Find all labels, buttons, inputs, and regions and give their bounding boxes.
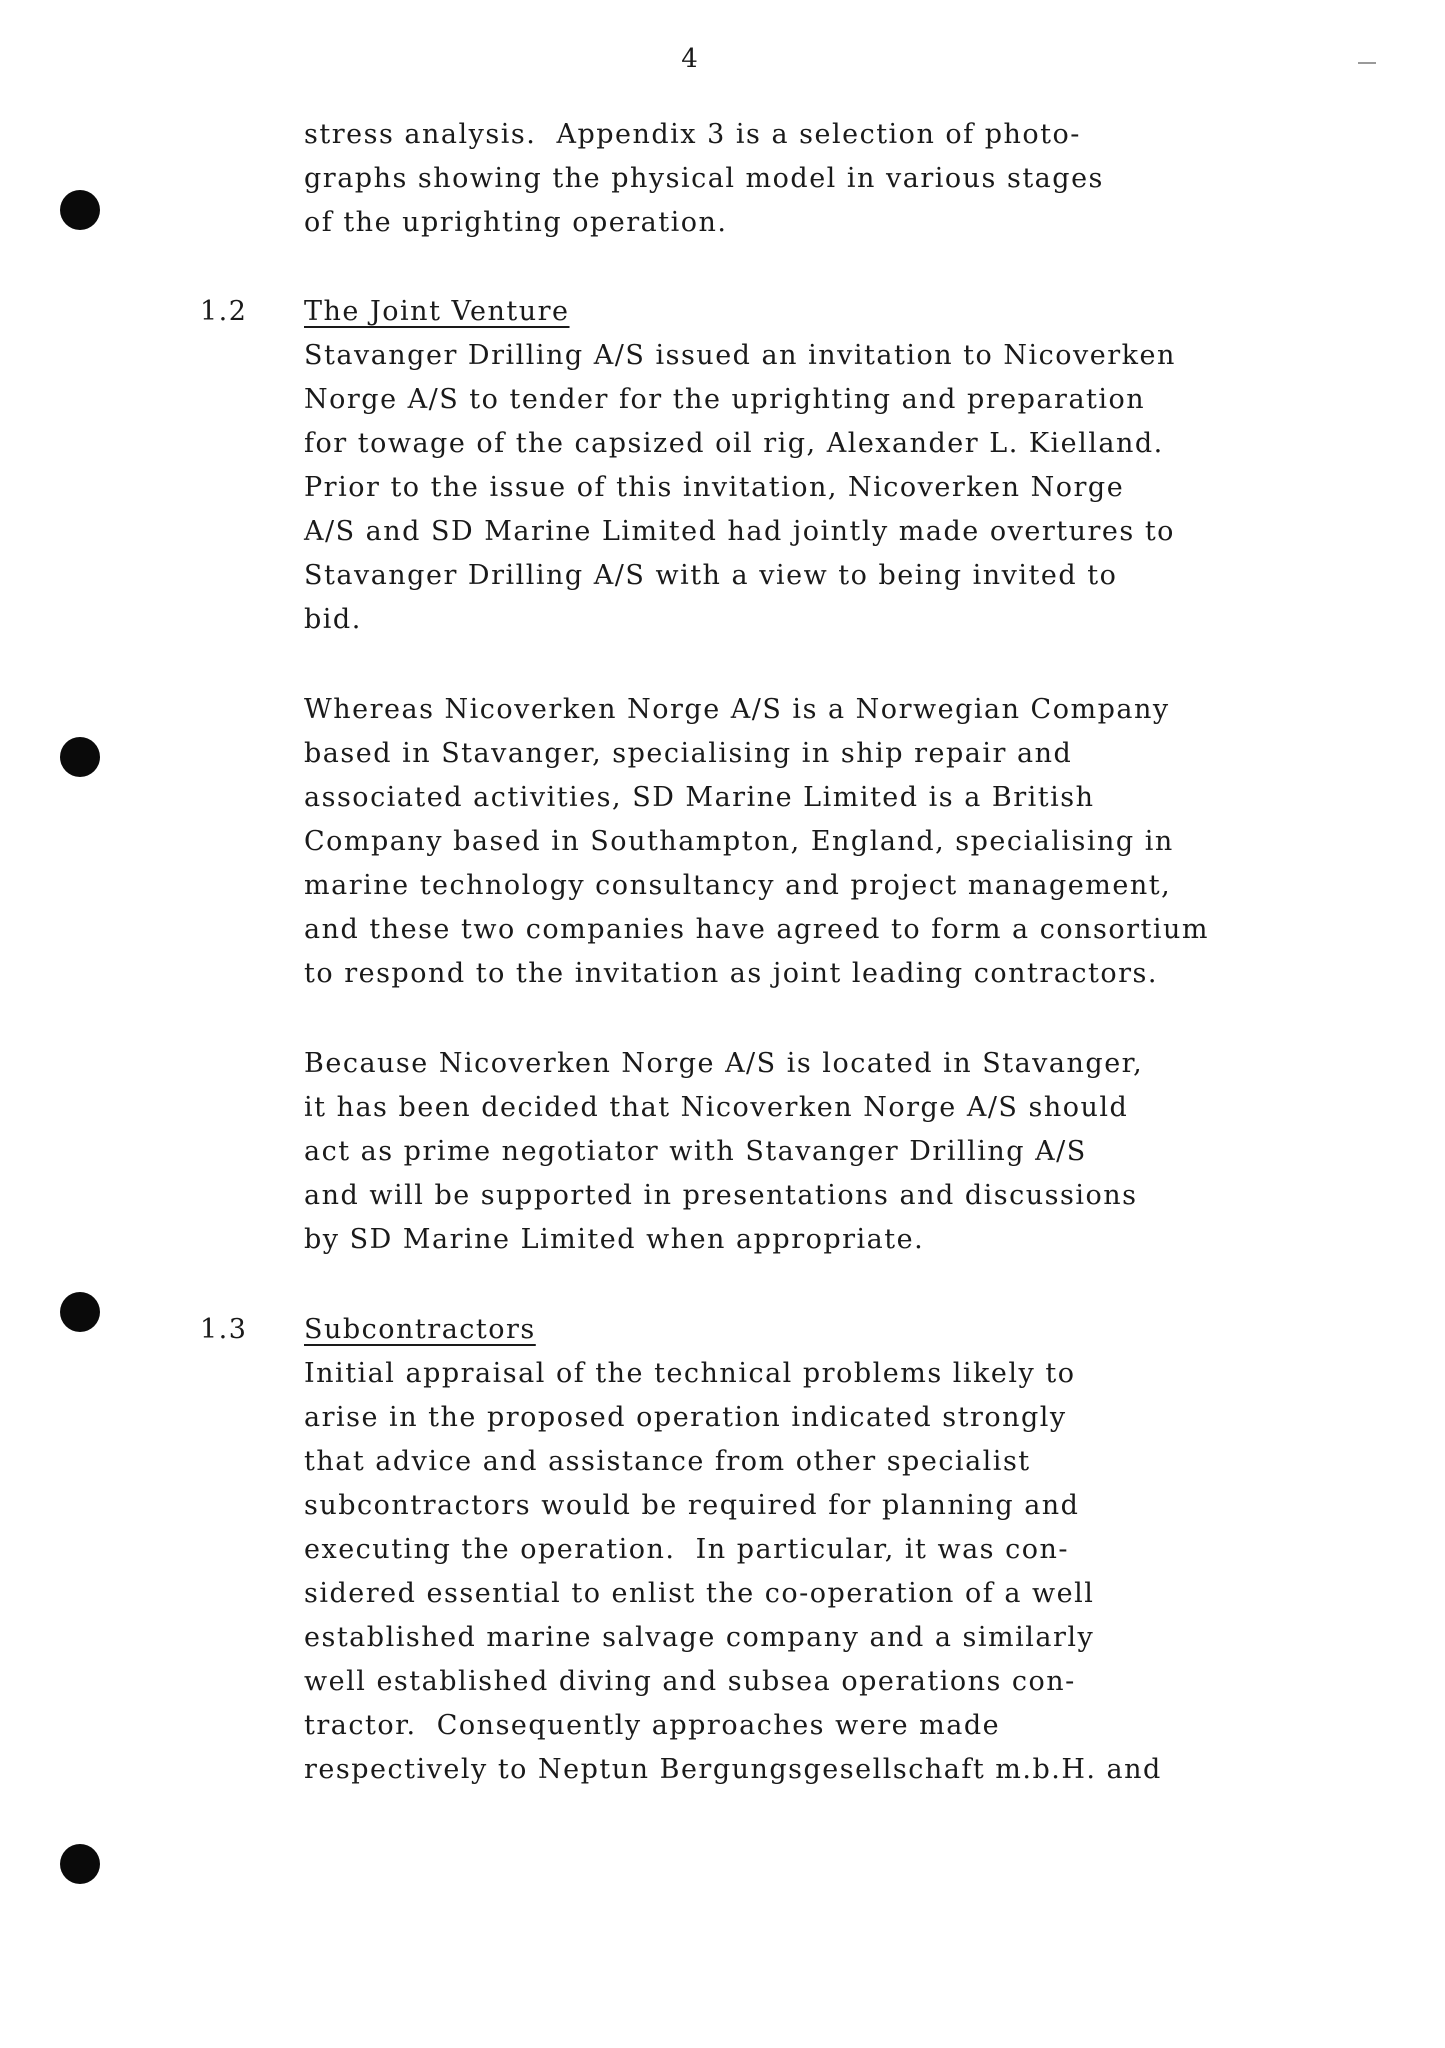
text-line: sidered essential to enlist the co-operation of a well xyxy=(304,1578,1095,1609)
intro-paragraph xyxy=(304,113,1104,245)
section-1-3-heading xyxy=(304,1308,536,1352)
text-line: marine technology consultancy and project management, xyxy=(304,870,1172,901)
text-line: arise in the proposed operation indicated strongly xyxy=(304,1402,1067,1433)
text-line: bid. xyxy=(304,604,362,635)
section-1-2-paragraph-3 xyxy=(304,1042,1143,1262)
text-line: graphs showing the physical model in various stages xyxy=(304,163,1104,194)
text-line: executing the operation. In particular, it was con- xyxy=(304,1534,1069,1565)
text-line: Norge A/S to tender for the uprighting and preparation xyxy=(304,384,1146,415)
section-heading: Subcontractors xyxy=(304,1314,536,1345)
text-line: that advice and assistance from other specialist xyxy=(304,1446,1031,1477)
corner-mark xyxy=(1358,62,1376,64)
text-line: it has been decided that Nicoverken Norge A/S should xyxy=(304,1092,1129,1123)
text-line: Stavanger Drilling A/S issued an invitation to Nicoverken xyxy=(304,340,1176,371)
text-line: subcontractors would be required for planning and xyxy=(304,1490,1080,1521)
text-line: by SD Marine Limited when appropriate. xyxy=(304,1224,925,1255)
text-line: Because Nicoverken Norge A/S is located in Stavanger, xyxy=(304,1048,1144,1079)
page-number: 4 xyxy=(681,44,699,74)
text-line: and will be supported in presentations and discussions xyxy=(304,1180,1138,1211)
text-line: Whereas Nicoverken Norge A/S is a Norwegian Company xyxy=(304,694,1170,725)
section-1-3-paragraph-1 xyxy=(304,1352,1162,1792)
section-1-2-paragraph-2 xyxy=(304,688,1209,996)
text-line: stress analysis. Appendix 3 is a selection of photo- xyxy=(304,119,1081,150)
text-line: tractor. Consequently approaches were made xyxy=(304,1710,1001,1741)
text-line: Stavanger Drilling A/S with a view to being invited to xyxy=(304,560,1118,591)
text-line: Company based in Southampton, England, specialising in xyxy=(304,826,1174,857)
section-number-1-2: 1.2 xyxy=(200,296,248,327)
punch-hole-4 xyxy=(60,1844,100,1884)
text-line: and these two companies have agreed to form a consortium xyxy=(304,914,1209,945)
section-1-2-heading xyxy=(304,290,570,334)
section-heading: The Joint Venture xyxy=(304,296,570,327)
text-line: A/S and SD Marine Limited had jointly made overtures to xyxy=(304,516,1175,547)
text-line: to respond to the invitation as joint leading contractors. xyxy=(304,958,1158,989)
section-number-1-3: 1.3 xyxy=(200,1314,248,1345)
text-line: Initial appraisal of the technical problems likely to xyxy=(304,1358,1076,1389)
text-line: well established diving and subsea operations con- xyxy=(304,1666,1076,1697)
text-line: Prior to the issue of this invitation, Nicoverken Norge xyxy=(304,472,1125,503)
punch-hole-2 xyxy=(60,737,100,777)
punch-hole-3 xyxy=(60,1292,100,1332)
text-line: for towage of the capsized oil rig, Alexander L. Kielland. xyxy=(304,428,1164,459)
text-line: of the uprighting operation. xyxy=(304,207,728,238)
text-line: associated activities, SD Marine Limited is a British xyxy=(304,782,1095,813)
text-line: respectively to Neptun Bergungsgesellschaft m.b.H. and xyxy=(304,1754,1162,1785)
text-line: established marine salvage company and a similarly xyxy=(304,1622,1095,1653)
text-line: act as prime negotiator with Stavanger Drilling A/S xyxy=(304,1136,1087,1167)
section-1-2-paragraph-1 xyxy=(304,334,1176,642)
punch-hole-1 xyxy=(60,190,100,230)
text-line: based in Stavanger, specialising in ship repair and xyxy=(304,738,1073,769)
